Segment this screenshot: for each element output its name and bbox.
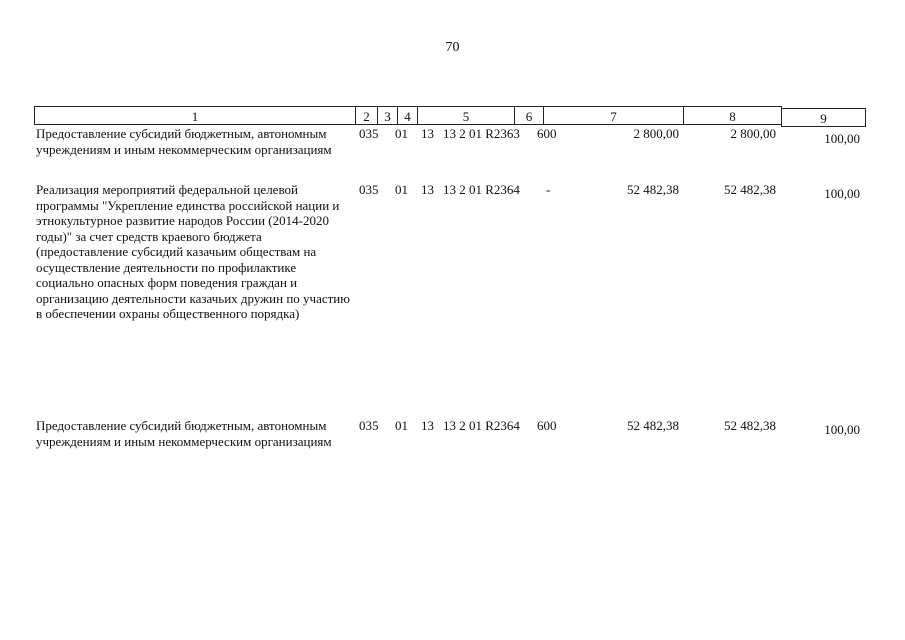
column-header-4: 4 <box>397 106 418 125</box>
row-col4: 13 <box>421 418 434 433</box>
row-col3: 01 <box>395 126 408 141</box>
page-number: 70 <box>445 40 460 55</box>
row-col4: 13 <box>421 126 434 141</box>
row-col6: - <box>546 182 551 197</box>
column-header-1: 1 <box>34 106 356 125</box>
row-col5: 13 2 01 R2364 <box>443 182 520 197</box>
column-header-2: 2 <box>355 106 378 125</box>
row-col7: 2 800,00 <box>633 126 679 141</box>
row-col2: 035 <box>359 182 379 197</box>
row-description: Предоставление субсидий бюджетным, автономным учреждениям и иным некоммерческим организациям <box>36 126 332 157</box>
row-col2: 035 <box>359 126 379 141</box>
column-header-9: 9 <box>781 108 866 127</box>
row-col8: 52 482,38 <box>724 182 776 197</box>
row-description: Предоставление субсидий бюджетным, автономным учреждениям и иным некоммерческим организациям <box>36 418 332 449</box>
row-col2: 035 <box>359 418 379 433</box>
column-header-7: 7 <box>543 106 684 125</box>
row-col3: 01 <box>395 418 408 433</box>
column-header-5: 5 <box>417 106 515 125</box>
row-col9: 100,00 <box>824 422 860 437</box>
row-col9: 100,00 <box>824 131 860 146</box>
row-col4: 13 <box>421 182 434 197</box>
row-col7: 52 482,38 <box>627 418 679 433</box>
column-header-3: 3 <box>377 106 398 125</box>
row-col8: 2 800,00 <box>730 126 776 141</box>
table-header-row <box>34 106 866 127</box>
row-col6: 600 <box>537 126 557 141</box>
row-col8: 52 482,38 <box>724 418 776 433</box>
row-col7: 52 482,38 <box>627 182 679 197</box>
row-col5: 13 2 01 R2364 <box>443 418 520 433</box>
row-description: Реализация мероприятий федеральной целевой программы "Укрепление единства российской нации и этнокультурное развитие народов России (2014-2020 годы)" за счет средств краевого бюджета (предоставление субсидий казачьим обществам на осуществление деятельности по профилактике социально опасных форм поведения граждан и организацию деятельности казачьих дружин по участию в обеспечении охраны общественного порядка) <box>36 182 350 321</box>
row-col3: 01 <box>395 182 408 197</box>
row-col6: 600 <box>537 418 557 433</box>
column-header-6: 6 <box>514 106 544 125</box>
column-header-8: 8 <box>683 106 782 125</box>
row-col9: 100,00 <box>824 186 860 201</box>
row-col5: 13 2 01 R2363 <box>443 126 520 141</box>
